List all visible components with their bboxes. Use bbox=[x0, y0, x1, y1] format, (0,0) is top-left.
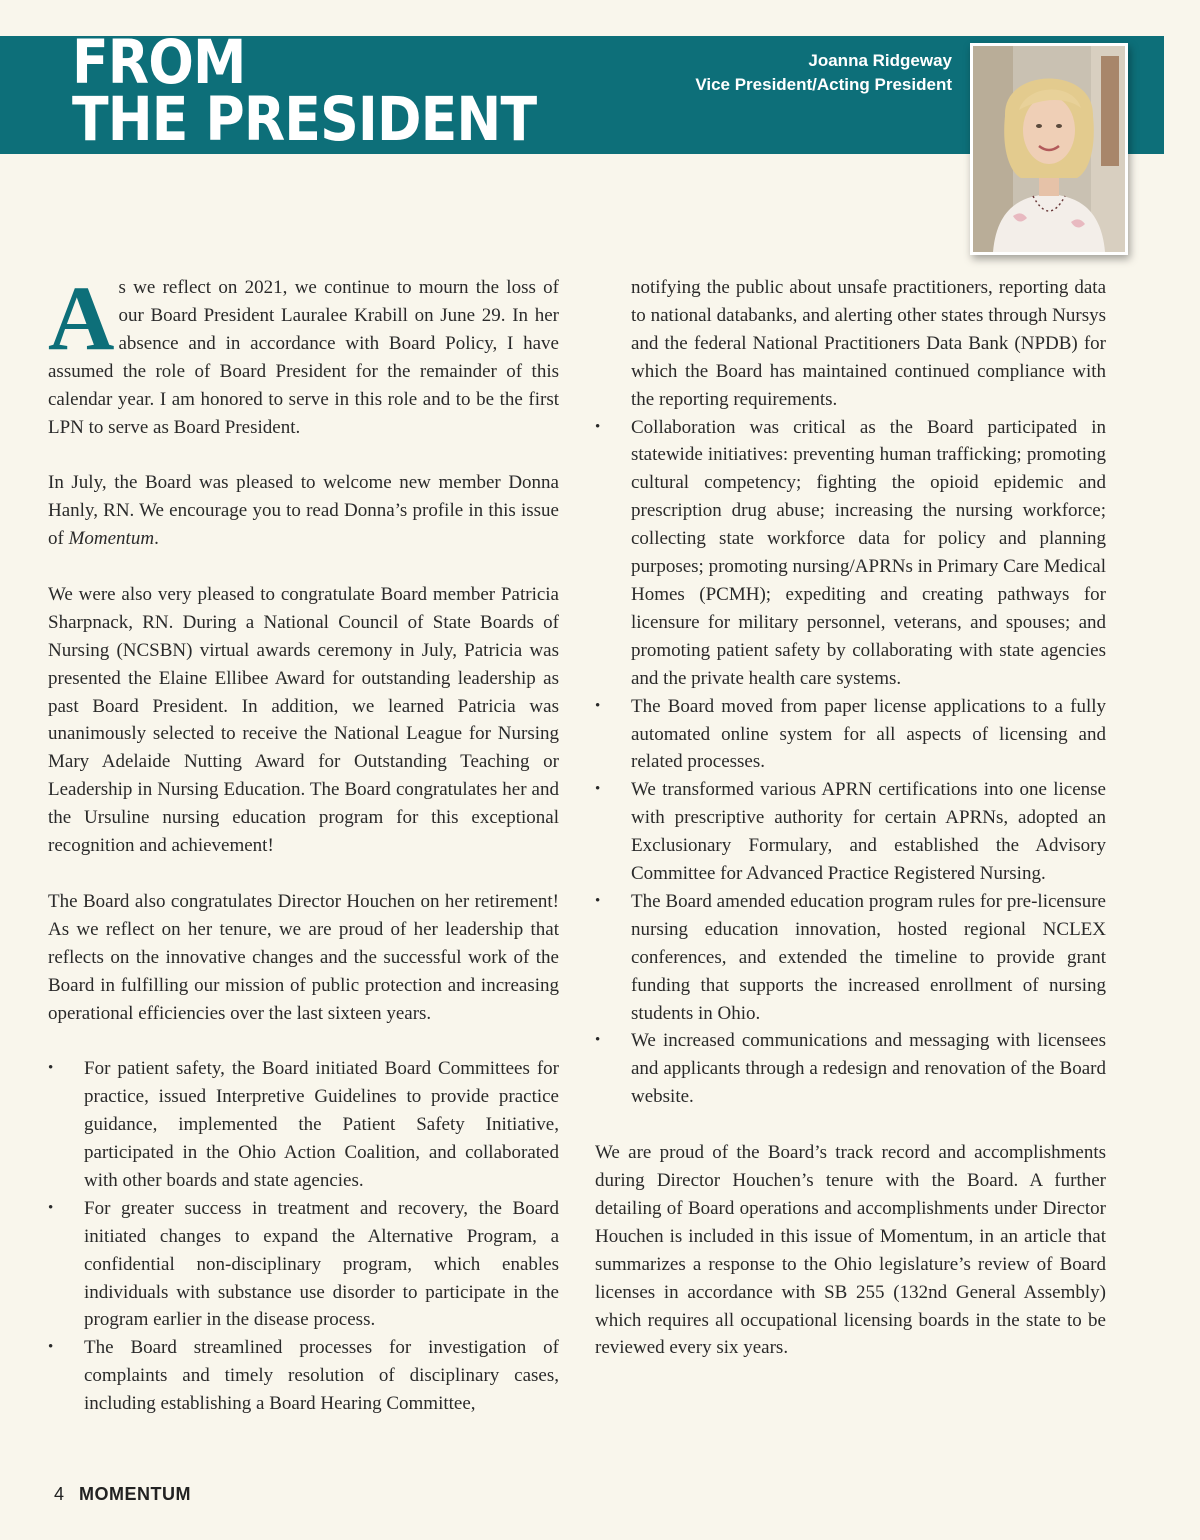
drop-cap: A bbox=[48, 267, 115, 369]
list-item: • The Board streamlined processes for investigation of complaints and timely resolution of disciplinary cases, including establishing a Board Hearing Committee, bbox=[48, 1334, 559, 1418]
article-column-right bbox=[595, 274, 1106, 1390]
new-member-text-end: . bbox=[154, 528, 159, 550]
intro-text: s we reflect on 2021, we continue to mourn the loss of our Board President Lauralee Krabill on June 29. In her absence and in accordance with Board Policy, I have assumed the role of Board President for the remainder of this calendar year. I am honored to serve in this role and to be the first LPN to serve as Board President. bbox=[48, 277, 559, 438]
magazine-title-italic: Momentum bbox=[68, 528, 155, 550]
page-footer bbox=[54, 1484, 191, 1505]
list-item: • Collaboration was critical as the Board participated in statewide initiatives: preventing human trafficking; promoting cultural competency; fighting the opioid epidemic and prescription drug abuse; increasing the nursing workforce; collecting state workforce data for policy and planning purposes; promoting nursing/APRNs in Primary Care Medical Homes (PCMH); expediting and creating pathways for licensure for military personnel, veterans, and spouses; and promoting patient safety by collaborating with state agencies and the private health care systems. bbox=[595, 414, 1106, 693]
accomplishments-list-right bbox=[595, 274, 1106, 1111]
magazine-name: MOMENTUM bbox=[79, 1484, 192, 1504]
page-number: 4 bbox=[54, 1484, 65, 1504]
author-title: Vice President/Acting President bbox=[695, 75, 952, 94]
list-item: • We increased communications and messaging with licensees and applicants through a redesign and renovation of the Board website. bbox=[595, 1027, 1106, 1111]
list-item: • The Board amended education program rules for pre-licensure nursing education innovation, hosted regional NCLEX conferences, and extended the timeline to provide grant funding that supports the increased enrollment of nursing students in Ohio. bbox=[595, 888, 1106, 1028]
intro-paragraph bbox=[48, 267, 559, 441]
article-column-left bbox=[48, 267, 559, 1446]
retirement-paragraph: The Board also congratulates Director Houchen on her retirement! As we reflect on her tenure, we are proud of her leadership that reflects on the innovative changes and the successful work of the Board in fulfilling our mission of public protection and increasing operational efficiencies over the last sixteen years. bbox=[48, 890, 559, 1024]
list-item: • For greater success in treatment and recovery, the Board initiated changes to expand the Alternative Program, a confidential non-disciplinary program, which enables individuals with substance use disorder to participate in the program earlier in the disease process. bbox=[48, 1195, 559, 1335]
page-title bbox=[72, 27, 537, 155]
accomplishments-list-left bbox=[48, 1055, 559, 1418]
title-line-2: THE PRESIDENT bbox=[72, 84, 537, 155]
author-portrait-illustration bbox=[973, 46, 1125, 252]
author-photo bbox=[970, 43, 1128, 255]
new-member-text: In July, the Board was pleased to welcome new member Donna Hanly, RN. We encourage you to read Donna’s profile in this issue of bbox=[48, 472, 559, 550]
author-byline bbox=[695, 49, 952, 97]
list-item: • For patient safety, the Board initiated Board Committees for practice, issued Interpretive Guidelines to provide practice guidance, implemented the Patient Safety Initiative, participated in the Ohio Action Coalition, and collaborated with other boards and state agencies. bbox=[48, 1055, 559, 1195]
list-item: • We transformed various APRN certifications into one license with prescriptive authority for certain APRNs, adopted an Exclusionary Formulary, and established the Advisory Committee for Advanced Practice Registered Nursing. bbox=[595, 776, 1106, 888]
author-name: Joanna Ridgeway bbox=[808, 51, 952, 70]
new-member-paragraph bbox=[48, 469, 559, 553]
list-item-continuation: notifying the public about unsafe practitioners, reporting data to national databanks, and alerting other states through Nursys and the federal National Practitioners Data Bank (NPDB) for which the Board has maintained continued compliance with the reporting requirements. bbox=[631, 277, 1106, 410]
list-item: • The Board moved from paper license applications to a fully automated online system for all aspects of licensing and related processes. bbox=[595, 693, 1106, 777]
title-line-1: FROM bbox=[72, 27, 246, 98]
closing-paragraph: We are proud of the Board’s track record and accomplishments during Director Houchen’s tenure with the Board. A further detailing of Board operations and accomplishments under Director Houchen is included in this issue of Momentum, in an article that summarizes a response to the Ohio legislature’s review of Board licenses in accordance with SB 255 (132nd General Assembly) which requires all occupational licensing boards in the state to be reviewed every six years. bbox=[595, 1142, 1106, 1359]
award-paragraph: We were also very pleased to congratulate Board member Patricia Sharpnack, RN. During a National Council of State Boards of Nursing (NCSBN) virtual awards ceremony in July, Patricia was presented the Elaine Ellibee Award for outstanding leadership as past Board President. In addition, we learned Patricia was unanimously selected to receive the National League for Nursing Mary Adelaide Nutting Award for Outstanding Teaching or Leadership in Nursing Education. The Board congratulates her and the Ursuline nursing education program for this exceptional recognition and achievement! bbox=[48, 583, 559, 857]
